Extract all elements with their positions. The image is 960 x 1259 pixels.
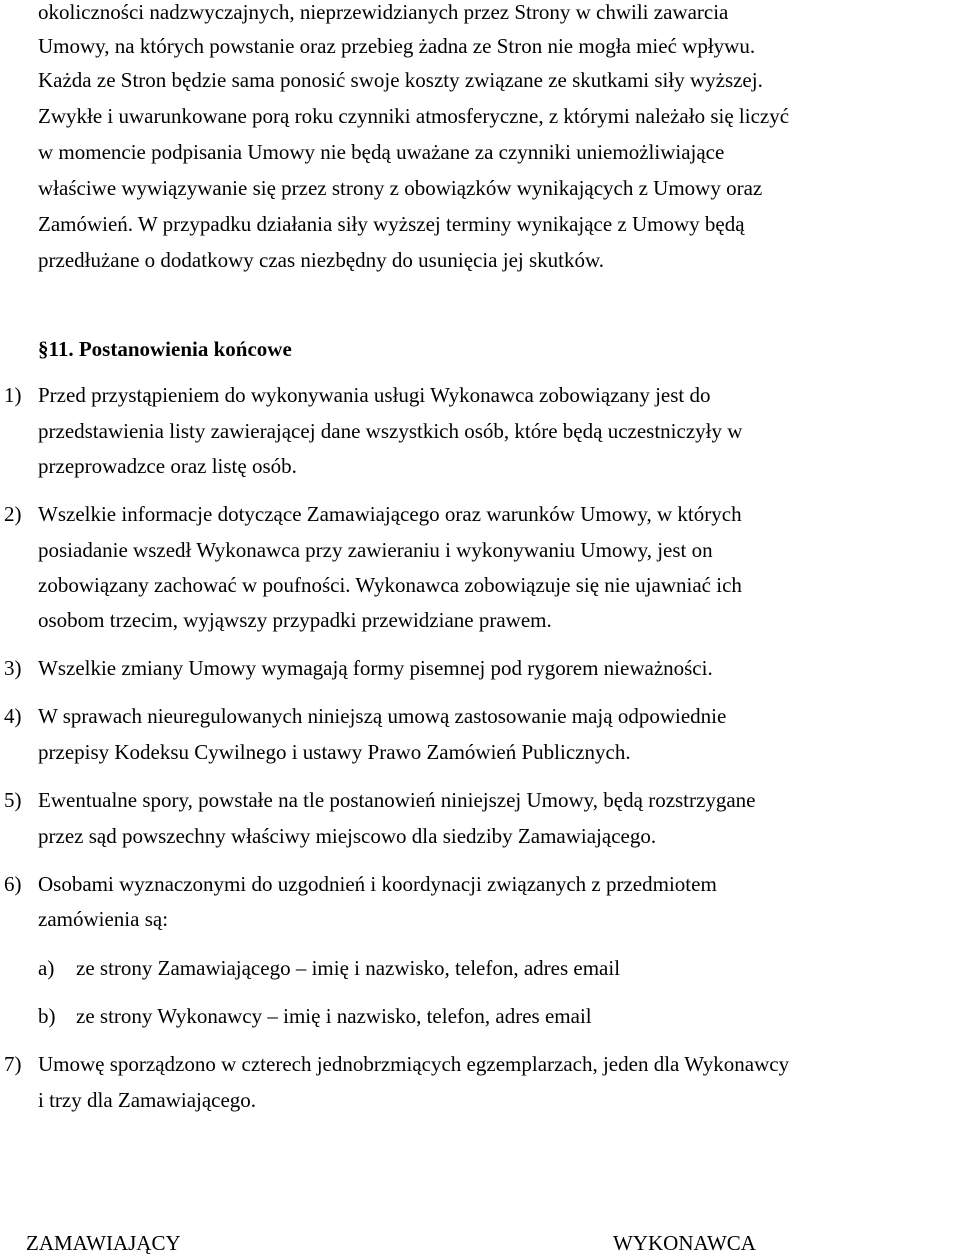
section-heading: §11. Postanowienia końcowe xyxy=(38,337,292,361)
intro-line: Każda ze Stron będzie sama ponosić swoje koszty związane ze skutkami siły wyższej. xyxy=(38,68,763,92)
item-number: 3) xyxy=(4,656,22,680)
signature-right-label: WYKONAWCA xyxy=(613,1231,756,1255)
item-number: 4) xyxy=(4,704,22,728)
item-number: 2) xyxy=(4,502,22,526)
item-line: Umowę sporządzono w czterech jednobrzmiących egzemplarzach, jeden dla Wykonawcy xyxy=(38,1052,790,1076)
item-line: zamówienia są: xyxy=(38,907,169,931)
item-number: 5) xyxy=(4,788,22,812)
item-line: przez sąd powszechny właściwy miejscowo dla siedziby Zamawiającego. xyxy=(38,824,657,848)
subitem-text: ze strony Wykonawcy – imię i nazwisko, telefon, adres email xyxy=(76,1004,592,1028)
intro-line: właściwe wywiązywanie się przez strony z obowiązków wynikających z Umowy oraz xyxy=(38,176,763,200)
intro-line: Umowy, na których powstanie oraz przebieg żadna ze Stron nie mogła mieć wpływu. xyxy=(38,34,756,58)
item-line: Ewentualne spory, powstałe na tle postanowień niniejszej Umowy, będą rozstrzygane xyxy=(38,788,756,812)
subitem-letter: a) xyxy=(38,956,55,980)
item-line: przedstawienia listy zawierającej dane wszystkich osób, które będą uczestniczyły w xyxy=(38,419,743,443)
item-number: 1) xyxy=(4,383,22,407)
item-line: Przed przystąpieniem do wykonywania usługi Wykonawca zobowiązany jest do xyxy=(38,383,711,407)
item-line: Osobami wyznaczonymi do uzgodnień i koordynacji związanych z przedmiotem xyxy=(38,872,717,896)
item-line: W sprawach nieuregulowanych niniejszą umową zastosowanie mają odpowiednie xyxy=(38,704,727,728)
intro-line: przedłużane o dodatkowy czas niezbędny do usunięcia jej skutków. xyxy=(38,248,605,272)
intro-line: okoliczności nadzwyczajnych, nieprzewidzianych przez Strony w chwili zawarcia xyxy=(38,0,729,24)
signature-left-label: ZAMAWIAJĄCY xyxy=(26,1231,181,1255)
item-line: osobom trzecim, wyjąwszy przypadki przewidziane prawem. xyxy=(38,608,552,632)
item-line: Wszelkie informacje dotyczące Zamawiającego oraz warunków Umowy, w których xyxy=(38,502,742,526)
subitem-text: ze strony Zamawiającego – imię i nazwisko, telefon, adres email xyxy=(76,956,621,980)
item-number: 6) xyxy=(4,872,22,896)
item-line: przeprowadzce oraz listę osób. xyxy=(38,454,297,478)
intro-line: w momencie podpisania Umowy nie będą uważane za czynniki uniemożliwiające xyxy=(38,140,725,164)
subitem-letter: b) xyxy=(38,1004,56,1028)
item-line: zobowiązany zachować w poufności. Wykonawca zobowiązuje się nie ujawniać ich xyxy=(38,573,742,597)
item-line: Wszelkie zmiany Umowy wymagają formy pisemnej pod rygorem nieważności. xyxy=(38,656,713,680)
item-number: 7) xyxy=(4,1052,22,1076)
item-line: przepisy Kodeksu Cywilnego i ustawy Prawo Zamówień Publicznych. xyxy=(38,740,631,764)
item-line: i trzy dla Zamawiającego. xyxy=(38,1088,257,1112)
intro-line: Zamówień. W przypadku działania siły wyższej terminy wynikające z Umowy będą xyxy=(38,212,745,236)
intro-line: Zwykłe i uwarunkowane porą roku czynniki atmosferyczne, z którymi należało się liczyć xyxy=(38,104,790,128)
item-line: posiadanie wszedł Wykonawca przy zawieraniu i wykonywaniu Umowy, jest on xyxy=(38,538,713,562)
